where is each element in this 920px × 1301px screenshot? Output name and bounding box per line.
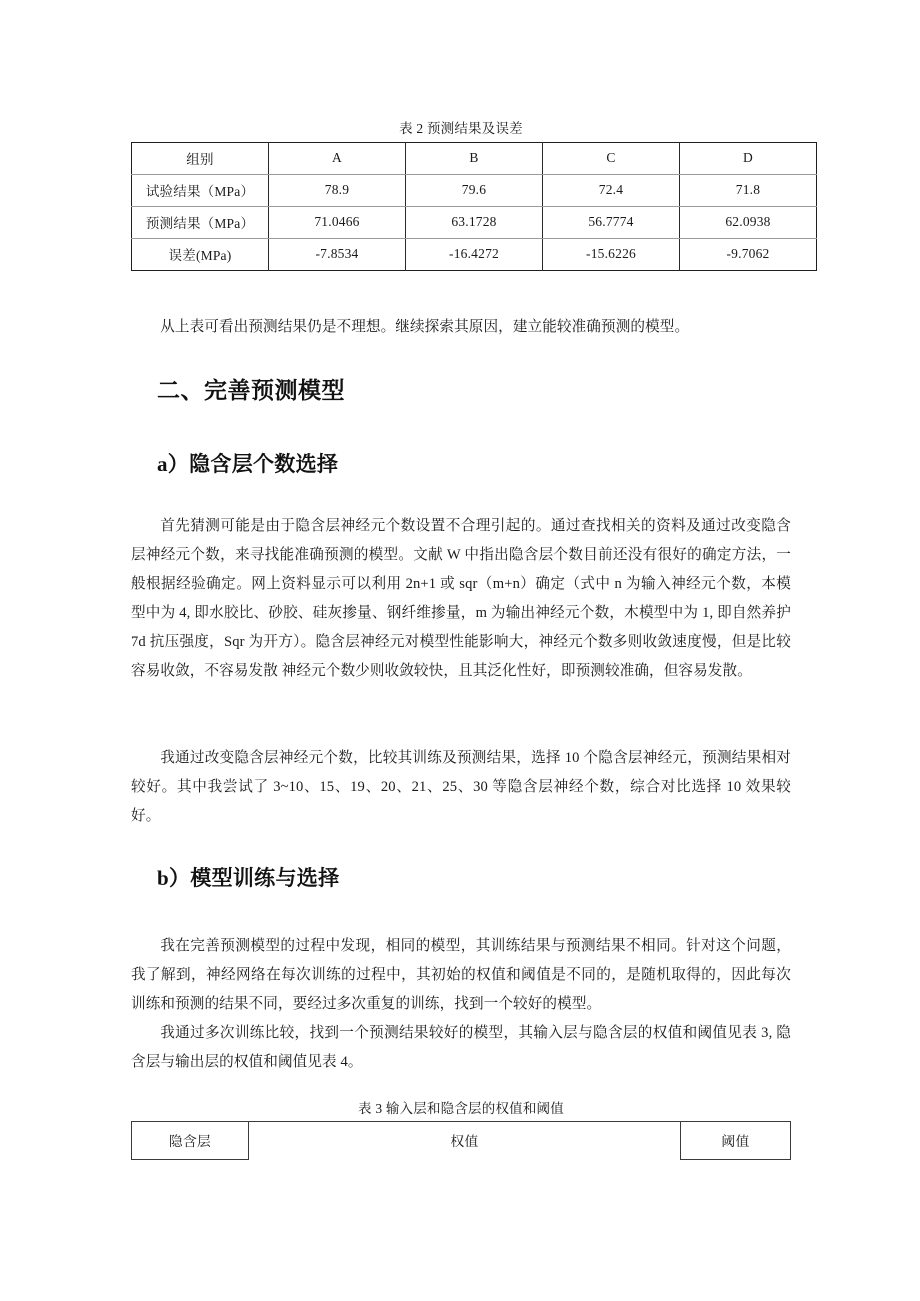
heading-sub-a-marker: a） (157, 452, 190, 476)
table2-row1-c: 56.7774 (543, 206, 680, 238)
paragraph-training-1: 我在完善预测模型的过程中发现，相同的模型，其训练结果与预测结果不相同。针对这个问题，我了解到，神经网络在每次训练的过程中，其初始的权值和阈值是不同的，是随机取得的，因此每次训练和预测的结果不同，要经过多次重复的训练，找到一个较好的模型。 (131, 938, 791, 1012)
table2-row1-label: 预测结果（MPa） (132, 206, 269, 238)
table2-row0-label: 试验结果（MPa） (132, 174, 269, 206)
heading-sub-b-marker: b） (157, 866, 191, 890)
table2-header-d: D (680, 142, 817, 174)
table-row (132, 174, 817, 206)
table2-row1-b: 63.1728 (406, 206, 543, 238)
table2-row2-label: 误差(MPa) (132, 238, 269, 270)
table3 (131, 1121, 791, 1160)
table2-caption: 表 2 预测结果及误差 (399, 121, 523, 136)
table2-block (131, 120, 791, 271)
table2-row2-b: -16.4272 (406, 238, 543, 270)
table-row (132, 206, 817, 238)
heading-sub-b-text: 模型训练与选择 (190, 866, 340, 890)
table2-header-a: A (269, 142, 406, 174)
table2-row0-b: 79.6 (406, 174, 543, 206)
table2-row2-a: -7.8534 (269, 238, 406, 270)
table2-header-c: C (543, 142, 680, 174)
table2 (131, 142, 817, 271)
table2-header-group: 组别 (132, 142, 269, 174)
table2-header-b: B (406, 142, 543, 174)
table3-block (131, 1100, 791, 1160)
heading-sub-a (131, 448, 817, 478)
table3-header-weights: 权值 (249, 1121, 681, 1159)
table2-row0-c: 72.4 (543, 174, 680, 206)
paragraph-hidden-layer-2: 我通过改变隐含层神经元个数，比较其训练及预测结果，选择 10 个隐含层神经元，预测结果相对较好。其中我尝试了 3~10、15、19、20、21、25、30 等隐含层神经个数，综合对比选择 10 效果较好。 (131, 750, 791, 824)
table-row (132, 1121, 791, 1159)
table3-header-threshold: 阈值 (681, 1121, 791, 1159)
heading-section-2: 二、完善预测模型 (157, 378, 345, 404)
table3-caption: 表 3 输入层和隐含层的权值和阈值 (358, 1101, 564, 1116)
table2-row0-d: 71.8 (680, 174, 817, 206)
table-row (132, 238, 817, 270)
table3-header-hidden-layer: 隐含层 (132, 1121, 249, 1159)
paragraph-after-table2: 从上表可看出预测结果仍是不理想。继续探索其原因，建立能较准确预测的模型。 (160, 319, 690, 335)
table2-row1-a: 71.0466 (269, 206, 406, 238)
paragraph-training-2: 我通过多次训练比较，找到一个预测结果较好的模型，其输入层与隐含层的权值和阈值见表 3, 隐含层与输出层的权值和阈值见表 4。 (131, 1025, 791, 1070)
heading-sub-b (131, 862, 817, 892)
paragraph-hidden-layer-1: 首先猜测可能是由于隐含层神经元个数设置不合理引起的。通过查找相关的资料及通过改变隐含层神经元个数，来寻找能准确预测的模型。文献 W 中指出隐含层个数目前还没有很好的确定方法，一般根据经验确定。网上资料显示可以利用 2n+1 或 sqr（m+n）确定（式中 n 为输入神经元个数，本模型中为 4, 即水胶比、砂胶、硅灰掺量、钢纤维掺量，m 为输出神经元个数，木模型中为 1, 即自然养护 7d 抗压强度，Sqr 为开方）。隐含层神经元对模型性能影响大，神经元个数多则收敛速度慢，但是比较容易收敛，不容易发散 神经元个数少则收敛较快，且其泛化性好，即预测较准确，但容易发散。 (131, 518, 791, 679)
heading-sub-a-text: 隐含层个数选择 (189, 452, 339, 476)
table2-row1-d: 62.0938 (680, 206, 817, 238)
table2-row2-c: -15.6226 (543, 238, 680, 270)
table-row (132, 142, 817, 174)
table2-row2-d: -9.7062 (726, 246, 770, 262)
table2-row0-a: 78.9 (269, 174, 406, 206)
